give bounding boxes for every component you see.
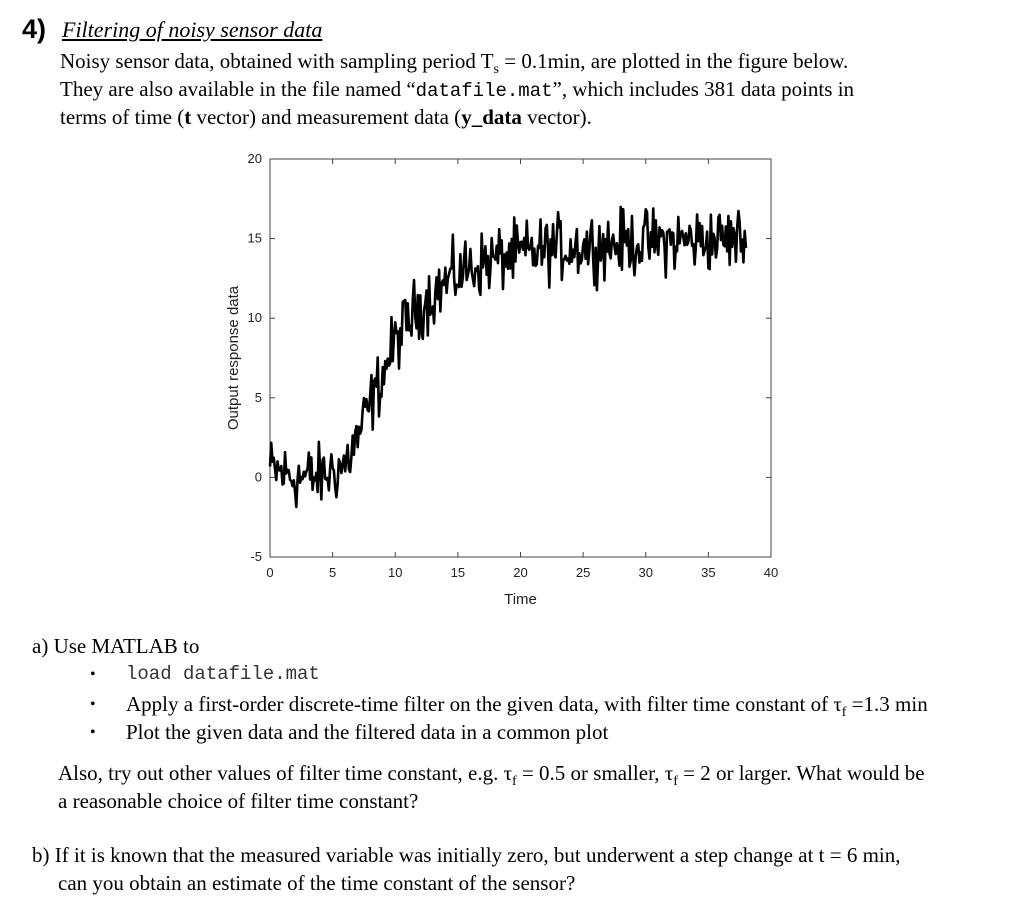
also-line-2: a reasonable choice of filter time constant? (58, 789, 419, 813)
filename-code: datafile.mat (415, 80, 553, 102)
y-tick-label: 20 (247, 151, 262, 166)
intro-text: terms of time ( (60, 105, 185, 129)
x-tick-label: 40 (763, 565, 779, 580)
intro-text: They are also available in the file named “ (60, 77, 416, 101)
y-tick-label: 15 (247, 230, 262, 246)
x-tick-label: 30 (638, 565, 653, 580)
x-tick-label: 10 (388, 565, 403, 580)
bullet-3: • (90, 724, 96, 741)
part-a-lead: a) Use MATLAB to (32, 634, 200, 658)
subscript-s: s (493, 62, 499, 78)
part-b-line-2: can you obtain an estimate of the time constant of the sensor? (58, 871, 576, 895)
bullet-2-end: =1.3 min (846, 692, 928, 716)
load-command-code: load datafile.mat (126, 663, 320, 685)
y-tick-label: -5 (250, 549, 262, 564)
intro-text: = 0.1min, are plotted in the figure below. (499, 49, 849, 73)
also-text: = 0.5 or smaller, τ (516, 761, 674, 785)
x-tick-label: 20 (513, 565, 528, 580)
x-axis-label: Time (504, 591, 537, 608)
y-tick-label: 10 (247, 310, 262, 326)
intro-text: ”, which includes 381 data points in (552, 77, 855, 101)
x-tick-label: 0 (266, 565, 274, 580)
ydata-vector-label: y_data (461, 105, 522, 129)
intro-text: vector) and measurement data ( (191, 105, 462, 129)
y-axis-label: Output response data (225, 285, 242, 431)
x-tick-label: 35 (701, 565, 716, 580)
also-text: = 2 or larger. What would be (677, 761, 925, 785)
y-tick-label: 0 (254, 469, 262, 485)
x-tick-label: 5 (329, 565, 337, 580)
bullet-2-main: Apply a first-order discrete-time filter on the given data, with filter time constant of τ (126, 692, 842, 716)
subscript-f: f (512, 774, 517, 790)
intro-text: vector). (521, 105, 592, 129)
subscript-f: f (841, 705, 847, 721)
bullet-2: • (90, 696, 96, 713)
x-tick-label: 25 (575, 565, 591, 580)
question-number: 4) (22, 14, 47, 44)
question-title: Filtering of noisy sensor data (62, 17, 323, 42)
y-tick-label: 5 (254, 389, 262, 405)
x-tick-label: 15 (450, 565, 466, 580)
part-b-line-1: b) If it is known that the measured variable was initially zero, but underwent a step change at t = 6 min, (32, 843, 901, 867)
intro-text: Noisy sensor data, obtained with sampling period T (60, 49, 494, 73)
t-vector-label: t (184, 105, 192, 129)
bullet-3-text: Plot the given data and the filtered data in a common plot (126, 720, 609, 744)
bullet-1: • (90, 666, 96, 683)
also-text: Also, try out other values of filter time constant, e.g. τ (58, 761, 513, 785)
subscript-f: f (673, 774, 678, 790)
